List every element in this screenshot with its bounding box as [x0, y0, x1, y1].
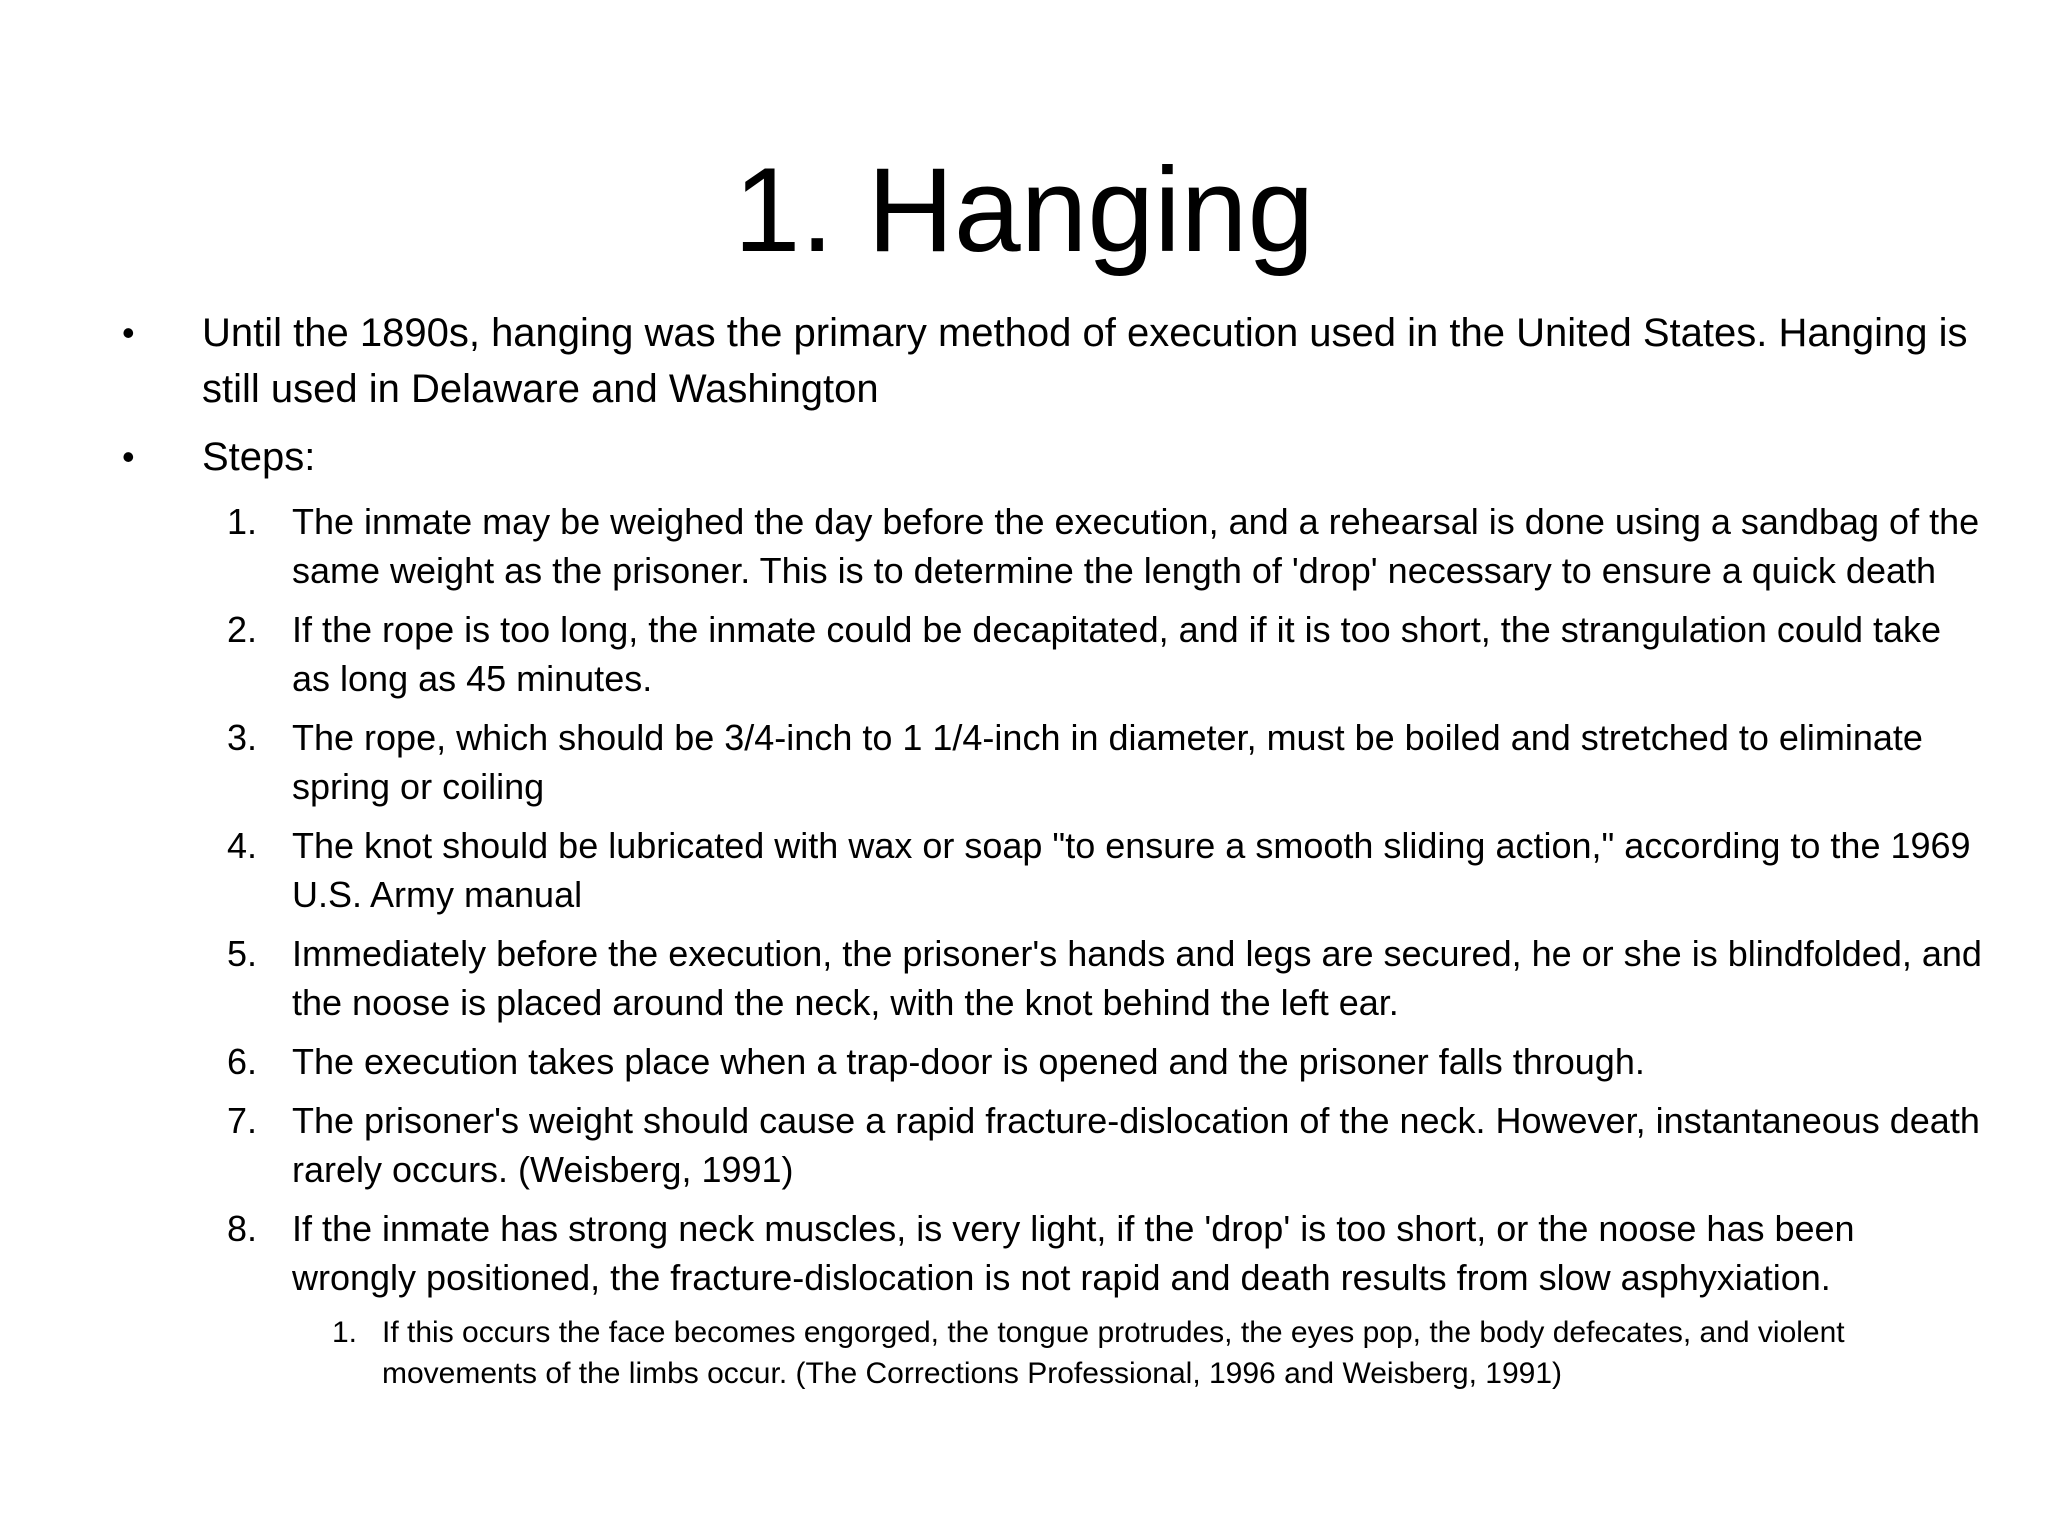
slide-body	[122, 305, 1982, 1394]
step-number: 4.	[227, 825, 258, 866]
step-item	[122, 605, 1982, 703]
step-text: The rope, which should be 3/4-inch to 1 1/4-inch in diameter, must be boiled and stretched to eliminate spring or coiling	[292, 717, 1923, 807]
step-number: 7.	[227, 1100, 258, 1141]
step-item	[122, 1204, 1982, 1302]
substep-item	[122, 1312, 1982, 1394]
substep-text: If this occurs the face becomes engorged, the tongue protrudes, the eyes pop, the body defecates, and violent movements of the limbs occur. (The Corrections Professional, 1996 and Weisberg, 1991)	[382, 1316, 1845, 1390]
bullet-text: Until the 1890s, hanging was the primary method of execution used in the United States. Hanging is still used in Delaware and Washington	[202, 311, 1968, 411]
bullet-item	[122, 305, 1982, 417]
slide-title: 1. Hanging	[733, 143, 1315, 277]
step-item	[122, 1096, 1982, 1194]
step-text: Immediately before the execution, the prisoner's hands and legs are secured, he or she is blindfolded, and the noose is placed around the neck, with the knot behind the left ear.	[292, 933, 1982, 1023]
step-number: 1.	[227, 501, 258, 542]
bullet-marker: •	[122, 436, 135, 477]
step-text: The execution takes place when a trap-door is opened and the prisoner falls through.	[292, 1041, 1645, 1082]
step-text: The knot should be lubricated with wax or soap "to ensure a smooth sliding action," according to the 1969 U.S. Army manual	[292, 825, 1971, 915]
step-item	[122, 821, 1982, 919]
step-item	[122, 713, 1982, 811]
bullet-text: Steps:	[202, 435, 316, 479]
step-number: 3.	[227, 717, 258, 758]
bullet-item	[122, 429, 1982, 485]
step-text: The inmate may be weighed the day before the execution, and a rehearsal is done using a sandbag of the same weight as the prisoner. This is to determine the length of 'drop' necessary to ensure a quick death	[292, 501, 1980, 591]
step-item	[122, 929, 1982, 1027]
step-text: If the inmate has strong neck muscles, is very light, if the 'drop' is too short, or the noose has been wrongly positioned, the fracture-dislocation is not rapid and death results from slow asphyxiation.	[292, 1208, 1855, 1298]
step-number: 5.	[227, 933, 258, 974]
step-item	[122, 497, 1982, 595]
step-text: If the rope is too long, the inmate could be decapitated, and if it is too short, the strangulation could take as long as 45 minutes.	[292, 609, 1942, 699]
step-number: 8.	[227, 1208, 258, 1249]
step-number: 2.	[227, 609, 258, 650]
substep-number: 1.	[332, 1316, 358, 1349]
steps-list	[122, 497, 1982, 1394]
step-text: The prisoner's weight should cause a rapid fracture-dislocation of the neck. However, instantaneous death rarely occurs. (Weisberg, 1991)	[292, 1100, 1980, 1190]
bullet-marker: •	[122, 312, 135, 353]
step-item	[122, 1037, 1982, 1086]
step-number: 6.	[227, 1041, 258, 1082]
